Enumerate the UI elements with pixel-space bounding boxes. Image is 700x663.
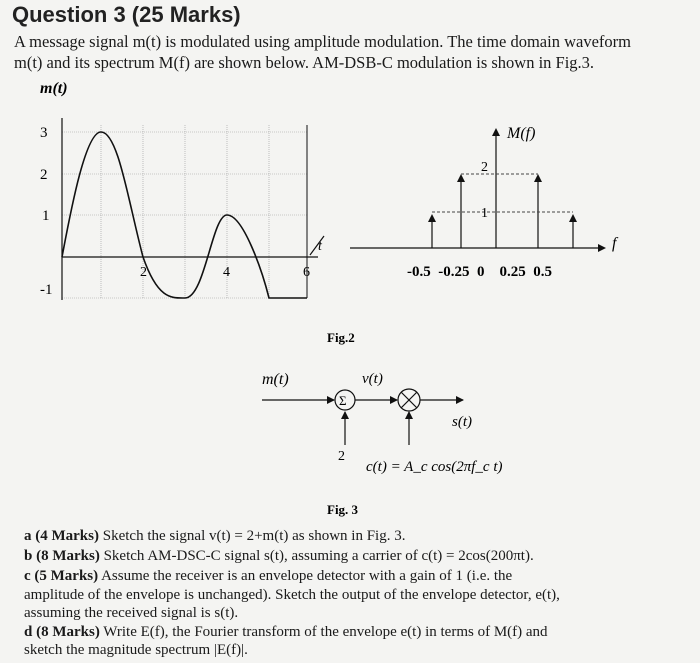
spectrum-level-2: 2 bbox=[481, 160, 488, 175]
block-input-label: m(t) bbox=[262, 371, 289, 388]
v-signal-label: v(t) bbox=[362, 371, 383, 387]
x-tick-6: 6 bbox=[303, 265, 310, 280]
y-tick-2: 2 bbox=[40, 167, 48, 183]
question-c-cont-2: assuming the received signal is s(t). bbox=[24, 605, 239, 621]
spectrum-level-1: 1 bbox=[481, 206, 488, 221]
y-tick-3: 3 bbox=[40, 125, 48, 141]
question-c-cont-1: amplitude of the envelope is unchanged). Sketch the output of the envelope detector, e(t), bbox=[24, 587, 560, 603]
output-label: s(t) bbox=[452, 414, 472, 430]
time-plot-ylabel: m(t) bbox=[40, 80, 68, 97]
y-tick-1: 1 bbox=[42, 208, 50, 224]
intro-line-1: A message signal m(t) is modulated using amplitude modulation. The time domain waveform bbox=[14, 32, 631, 51]
intro-line-2: m(t) and its spectrum M(f) are shown below. AM-DSB-C modulation is shown in Fig.3. bbox=[14, 53, 595, 72]
question-title: Question 3 (25 Marks) bbox=[12, 2, 241, 27]
spectrum-xlabel: f bbox=[612, 235, 617, 252]
question-d-cont: sketch the magnitude spectrum |E(f)|. bbox=[24, 642, 248, 658]
adder-symbol: Σ bbox=[339, 393, 347, 408]
fig2-caption: Fig.2 bbox=[327, 330, 355, 345]
dc-input-value: 2 bbox=[338, 449, 345, 464]
time-axis-arrow bbox=[310, 236, 324, 255]
fig3-caption: Fig. 3 bbox=[327, 502, 359, 517]
question-b: b (8 Marks) Sketch AM-DSC-C signal s(t), assuming a carrier of c(t) = 2cos(200πt). bbox=[24, 548, 534, 564]
spectrum-ylabel: M(f) bbox=[507, 125, 536, 142]
time-plot-grid bbox=[62, 125, 308, 298]
spectrum-freq-ticks: -0.5 -0.25 0 0.25 0.5 bbox=[407, 264, 552, 280]
figure-2 bbox=[0, 75, 700, 350]
y-tick-neg1: -1 bbox=[40, 282, 53, 298]
x-tick-4: 4 bbox=[223, 265, 230, 280]
carrier-label: c(t) = A_c cos(2πf_c t) bbox=[366, 459, 503, 475]
x-tick-2: 2 bbox=[140, 265, 147, 280]
question-d: d (8 Marks) Write E(f), the Fourier transform of the envelope e(t) in terms of M(f) and bbox=[24, 624, 548, 640]
figure-3 bbox=[0, 350, 700, 520]
time-plot-xlabel: t bbox=[318, 239, 322, 254]
question-c: c (5 Marks) Assume the receiver is an envelope detector with a gain of 1 (i.e. the bbox=[24, 568, 513, 584]
question-a: a (4 Marks) Sketch the signal v(t) = 2+m(t) as shown in Fig. 3. bbox=[24, 528, 406, 544]
